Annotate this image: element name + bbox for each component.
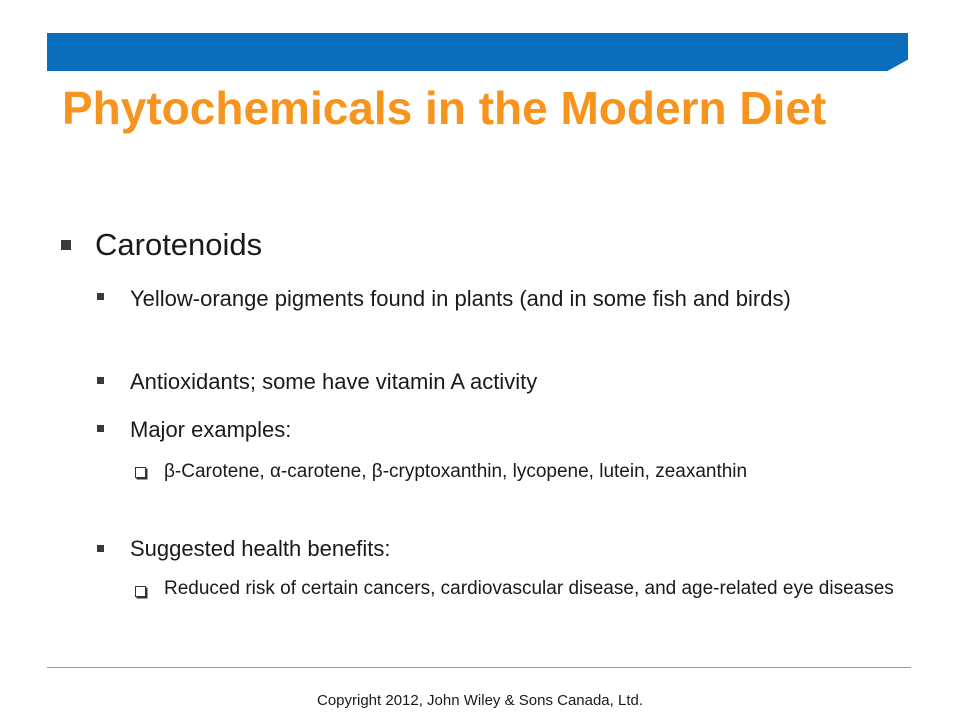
list-subitem-text: β-Carotene, α-carotene, β-cryptoxanthin, lycopene, lutein, zeaxanthin xyxy=(164,461,748,482)
square-bullet-icon xyxy=(97,293,104,300)
square-bullet-icon xyxy=(97,377,104,384)
square-bullet-icon xyxy=(97,425,104,432)
footer-divider xyxy=(47,667,911,668)
list-item-text: Suggested health benefits: xyxy=(130,536,391,561)
copyright-footer: Copyright 2012, John Wiley & Sons Canada, Ltd. xyxy=(316,692,644,709)
square-bullet-icon xyxy=(97,545,104,552)
square-bullet-icon xyxy=(61,240,71,250)
level1-text: Carotenoids xyxy=(95,227,263,262)
list-item-text: Major examples: xyxy=(130,417,292,442)
list-item-text: Antioxidants; some have vitamin A activity xyxy=(130,369,538,394)
list-item-text: Yellow-orange pigments found in plants (and in some fish and birds) xyxy=(130,286,791,311)
box-bullet-icon xyxy=(135,586,146,597)
box-bullet-icon xyxy=(135,467,146,478)
slide-title: Phytochemicals in the Modern Diet xyxy=(62,82,827,134)
list-subitem-text: Reduced risk of certain cancers, cardiovascular disease, and age-related eye diseases xyxy=(164,578,894,599)
